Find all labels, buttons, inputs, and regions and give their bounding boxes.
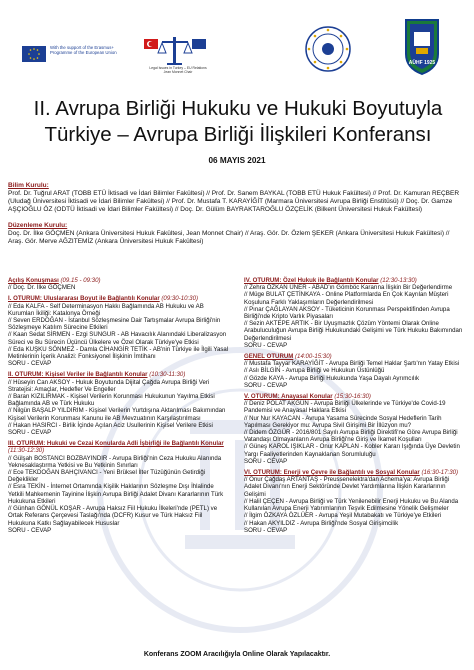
session-heading <box>8 277 230 284</box>
session-time: (09:30-10:30) <box>161 295 198 303</box>
session-talk: // Zehra ÖZKAN ÜNER - ABAD'ın Gömböc Kararına İlişkin Bir Değerlendirme <box>244 284 453 292</box>
session-talk: // Seven ERDOĞAN - İstanbul Sözleşmesine Dair Tartışmalar Avrupa Birliği'nin Sözleşmeye Katılım Sürecine Etkileri <box>8 317 221 332</box>
legal-issues-label: Legal Issues in Turkey – EU Relations <box>149 66 207 70</box>
session-title: III. OTURUM: Hukuki ve Cezai Konularda Adli İşbirliği ile Bağlantılı Konular <box>8 440 224 448</box>
session-time: (16:30-17:30) <box>421 469 459 477</box>
session-block <box>8 277 230 291</box>
session-talk: // Ece TEKDOĞAN BAHÇIVANCI - Yeni Brüksel İlter Tüzüğünün Getirdiği Değeklikler <box>8 469 206 484</box>
right-program-column <box>244 277 466 538</box>
session-block <box>244 353 466 389</box>
organizing-committee-text: Doç. Dr. İlke GÖÇMEN (Ankara Üniversitesi Hukuk Fakültesi, Jean Monnet Chair) // Araş. Gör. Dr. Özlem ŞEKER (Ankara Üniversitesi Hukuk Fakültesi) // Araş. Gör. Merve AĞZITEMİZ (Ankara Üniversitesi Hukuk Fakültesi) <box>8 230 450 245</box>
session-heading <box>244 469 466 476</box>
session-time: (10:30-11:30) <box>149 371 186 379</box>
session-talk: // Mustafa Tayyar KARAYİĞİT - Avrupa Birliği Temel Haklar Şartı'nın Yatay Etkisi <box>244 360 460 368</box>
session-time: (12:30-13:30) <box>380 277 417 284</box>
session-block <box>244 393 466 465</box>
session-title: IV. OTURUM: Özel Hukuk ile Bağlantılı Konular <box>244 277 379 284</box>
session-time: (11:30-12:30) <box>8 447 45 455</box>
session-block <box>8 295 230 367</box>
qa-label: SORU - CEVAP <box>244 526 288 534</box>
conference-date: 06 MAYIS 2021 <box>208 156 266 165</box>
session-time: (09.15 - 09:30) <box>60 277 101 284</box>
qa-label: SORU - CEVAP <box>244 457 288 465</box>
left-program-column <box>8 277 230 538</box>
university-seal-icon <box>305 26 351 72</box>
qa-label: SORU - CEVAP <box>244 341 288 349</box>
shield-label: AÜHF 1925 <box>408 60 436 66</box>
faculty-shield-icon <box>404 18 440 76</box>
session-talk: // Hakan HASIRCI - Birlik İçinde Açılan Aciz Usullerinin Kişisel Verilere Etkisi <box>8 421 213 429</box>
scientific-committee-text: Prof. Dr. Tuğrul ARAT (TOBB ETÜ İktisadi ve İdari Bilimler Fakültesi) // Prof. Dr. Sanem BAYKAL (TOBB ETÜ Hukuk Fakültesi) // Prof. Dr. Kamuran REÇBER (Uludağ Üniversitesi İktisadi ve İdari Bilimler Fakültesi) // Prof. Dr. Mustafa T. KARAYİĞİT (Marmara Üniversitesi Avrupa Birliği Enstitüsü) // Doç. Dr. Gamze AŞÇIOĞLU ÖZ (ODTÜ İktisadi ve İdari Bilimler Fakültesi) // Doç. Dr. Gülüm BAYRAKTAROĞLU ÖZÇELİK (Bilkent Üniversitesi Hukuk Fakültesi) <box>8 190 460 213</box>
session-talk: // Didem ÖZGÜR - 2016/801 Sayılı Avrupa Birliği Direktifi'ne Göre Avrupa Birliği Vatandaşı Olmayanların Avrupa Birliği'ne Giriş ve İkamet Koşulları <box>244 429 458 444</box>
session-talk: // Müge BULAT ÇETİNKAYA - Online Platformlarda En Çok Kayrılan Müşteri Koşuluna Farklı Yaklaşımların Değerlendirilmesi <box>244 291 449 306</box>
qa-label: SORU - CEVAP <box>8 526 52 534</box>
session-block <box>8 371 230 436</box>
session-title: I. OTURUM: Uluslararası Boyut ile Bağlantılı Konular <box>8 295 160 303</box>
session-title: II. OTURUM: Kişisel Veriler ile Bağlantılı Konular <box>8 371 148 379</box>
session-time: (15:30-16:30) <box>334 393 371 401</box>
organizing-committee <box>8 222 466 246</box>
session-title: V. OTURUM: Anayasal Konular <box>244 393 333 401</box>
session-title: Açılış Konuşması <box>8 277 59 284</box>
session-talk: // Gülşah BOSTANCI BOZBAYINDIR - Avrupa Birliği'nin Ceza Hukuku Alanında Yeknesaklaştırma Yetkisi ve Bu Yetkinin Sınırları <box>8 454 222 469</box>
session-talk: // Onur Çağdaş ARTANTAŞ - Preussenelektra'dan Achema'ya: Avrupa Birliği Adalet Divanı'nın Enerji Sektöründe Devlet Yardımlarına İlişkin Kararlarının Gelişimi <box>244 476 450 498</box>
session-talk: // Güneş KAROL IŞIKLAR - Onur KAPLAN - Kobler Kararı Işığında Üye Devletin Yargı Faaliyetlerinden Kaynaklanan Sorumluluğu <box>244 443 460 458</box>
session-talk: // Hüseyin Can AKSOY - Hukuk Boyutunda Dijital Çağda Avrupa Birliği Veri Stratejisi: Amaçlar, Hedefler Ve Engeller <box>8 378 210 393</box>
session-talk: // Deniz POLAT AKGÜN - Avrupa Birliği Ülkelerinde ve Türkiye'de Covid-19 Pandemisi ve Anayasal Haklara Etkisi <box>244 400 446 415</box>
session-block <box>8 440 230 534</box>
jean-monnet-label: Jean Monnet Chair <box>163 70 193 74</box>
session-block <box>244 469 466 534</box>
session-heading <box>8 371 230 378</box>
session-talk: // İlgim ÖZKAYA ÖZLÜER - Avrupa Yeşil Mutabakatı ve Türkiye'ye Etkileri <box>244 512 442 520</box>
session-talk: // Eda KUŞKU SÖNMEZ - Damla CİHANGİR TETİK - AB'nin Türkiye ile İlgili Yasal Metinlerinin İçerik Analizi: Fonksiyonel İlişkinin İmtihanı <box>8 345 229 361</box>
scientific-committee-heading: Bilim Kurulu: <box>8 182 49 189</box>
session-talk: // Aslı BİLGİN - Avrupa Birliği ve Hukukun Üstünlüğü <box>244 367 385 375</box>
organizing-committee-heading: Düzenleme Kurulu: <box>8 222 68 229</box>
session-talk: // Nur Nur KAYACAN - Avrupa Yasama Sürecinde Sosyal Hedeflerin Tarih Yapılması Gerekiyor mu: Avrupa Sivil Girişimi Bir İllüzyon mu? <box>244 414 442 429</box>
eu-support-text: With the support of the Erasmus+ Programme of the European Union <box>50 45 117 55</box>
session-heading <box>8 440 230 454</box>
session-talk: // Esra TEKİN - İnternet Ortamında Kişilik Haklarının Sözleşme Dışı İhlalinde Yetkili Mahkemenin Tayinine İlişkin Avrupa Birliği Adalet Divanı Kararlarının Türk Hukukuna Etkileri <box>8 483 224 505</box>
scientific-committee <box>8 182 466 214</box>
qa-label: SORU - CEVAP <box>8 360 52 368</box>
session-talk: // Günhan GÖNÜL KOŞAR - Avrupa Haksız Fiil Hukuku İlkeleri'nde (PETL) ve Ortak Referans Çerçevesi Taslağı'nda (DCFR) Kusur ve Türk Haksız Fiil Hukukuna Katkı Sağlayabilecek Hususlar <box>8 505 218 527</box>
conference-title: II. Avrupa Birliği Hukuku ve Hukuki Boyutuyla Türkiye – Avrupa Birliği İlişkileri Konferansı <box>33 97 443 146</box>
session-talk: // Halil ÇEÇEN - Avrupa Birliği ve Türk Yenilenebilir Enerji Hukuku ve Bu Alanda Kullanılan Avrupa Enerji Yatırımlarının Teşvik Edilmesine Yönelik Gelişmeler <box>244 497 459 513</box>
footer-note: Konferans ZOOM Aracılığıyla Online Olarak Yapılacaktır. <box>143 651 331 658</box>
legal-issues-text <box>146 66 210 74</box>
session-talk: // Nilgün BAŞALP YILDIRIM - Kişisel Verilerin Yurtdışına Aktarılması Bakımından Kişisel Verilerin Korunması Kanunu ile AB Mevzuatının Karşılaştırılması <box>8 407 226 422</box>
session-talk: // Kaan Sedat SİRMEN - Ezgi SUNGUR - AB Havacılık Alanındaki Liberalizasyon Süreci ve Bu Sürecin Üçüncü Ülkelere ve Özel Olarak Türkiye'ye Etkisi <box>8 331 227 346</box>
session-title: GENEL OTURUM <box>244 353 294 361</box>
eu-flag-icon <box>22 46 46 62</box>
session-talk: // Sezin AKTEPE ARTIK - Bir Uyuşmazlık Çözüm Yöntemi Olarak Online Arabuluculuğun Avrupa Birliği Hukukundaki Gelişimi ve Türk Hukuku Bakımından Değerlendirilmesi <box>244 320 463 342</box>
session-talk: // Pınar ÇAĞLAYAN AKSOY - Tüketicinin Korunması Perspektifinden Avrupa Birliği'nde Kripto Varlık Piyasaları <box>244 305 450 321</box>
session-heading <box>244 353 466 360</box>
session-talk: // Baran KIZILIRMAK - Kişisel Verilerin Korunması Hukukunun Yayılma Etkisi Bağlamında AB ve Türk Hukuku <box>8 393 215 408</box>
session-talk: // Gözde KAYA - Avrupa Birliği Hukukunda Yaşa Dayalı Ayrımcılık <box>244 374 420 382</box>
session-title: VI. OTURUM: Enerji ve Çevre ile Bağlantılı ve Sosyal Konular <box>244 469 420 477</box>
session-time: (14:00-15:30) <box>295 353 332 361</box>
session-block <box>244 277 466 349</box>
logo-bar <box>0 8 474 78</box>
session-talk: // Eda KALFA - Self Determinasyon Hakkı Bağlamında AB Hukuku ve AB Kurumları İkiliği: Katalonya Örneği <box>8 302 204 317</box>
session-heading <box>244 393 466 400</box>
qa-label: SORU - CEVAP <box>8 429 52 437</box>
session-heading <box>8 295 230 302</box>
qa-label: SORU - CEVAP <box>244 381 288 389</box>
session-talk: // Doç. Dr. İlke GÖÇMEN <box>8 284 76 292</box>
session-talk: // Hakan AKYILDIZ - Avrupa Birliği'nde Sosyal Girişimcilik <box>244 519 399 527</box>
session-heading <box>244 277 466 284</box>
